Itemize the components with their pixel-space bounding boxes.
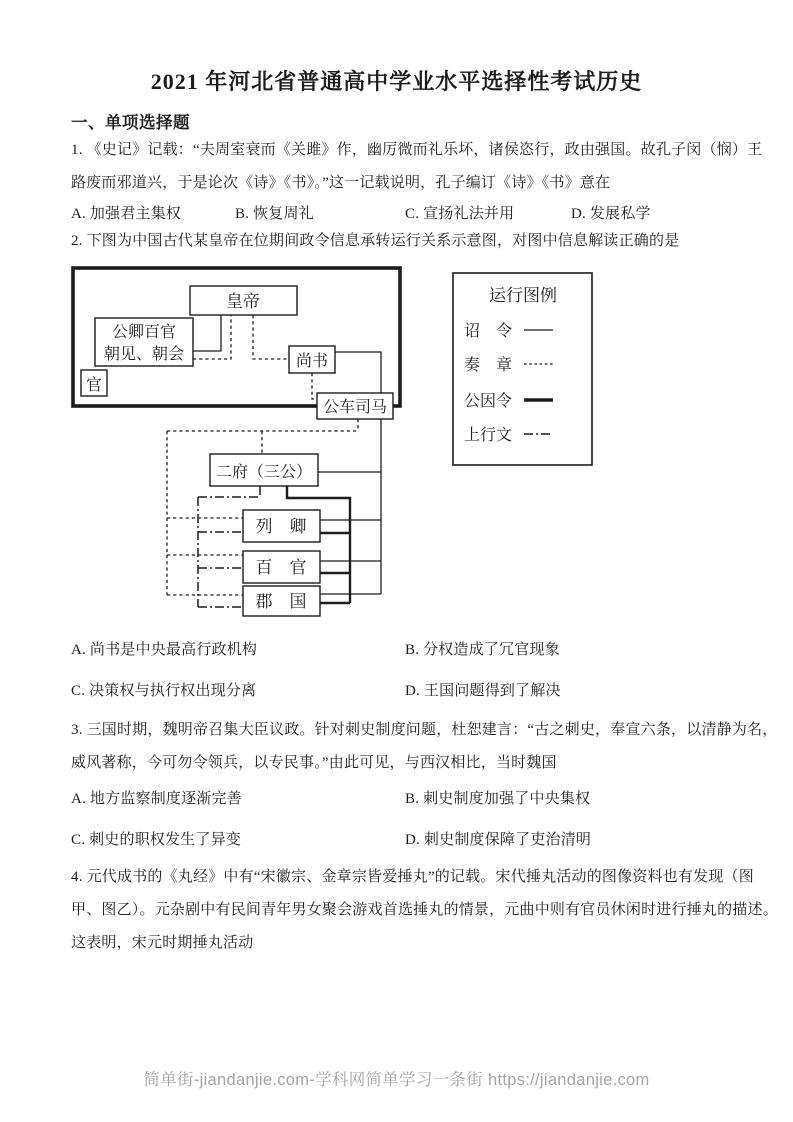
node-erfu-label: 二府（三公） — [215, 464, 313, 481]
option-3d: D. 刺史制度保障了吏治清明 — [405, 832, 592, 848]
option-3b: B. 刺史制度加强了中央集权 — [405, 791, 591, 807]
legend-item-gongyinling: 公因令 — [464, 393, 513, 410]
option-3c: C. 刺史的职权发生了异变 — [71, 832, 242, 848]
question-4-line-3: 这表明，宋元时期捶丸活动 — [71, 935, 254, 951]
question-4-line-2: 甲、图乙）。元杂剧中有民间青年男女聚会游戏首选捶丸的情景，元曲中则有官员休闲时进行捶丸的描述。 — [71, 902, 778, 918]
flow-diagram — [60, 255, 610, 630]
option-3a: A. 地方监察制度逐渐完善 — [71, 791, 242, 807]
option-2a: A. 尚书是中央最高行政机构 — [71, 642, 258, 658]
node-lieqing-label: 列 卿 — [255, 517, 307, 536]
option-1d: D. 发展私学 — [571, 206, 651, 222]
question-3-line-2: 威风著称，今可勿令领兵，以专民事。”由此可见，与西汉相比，当时魏国 — [71, 755, 557, 771]
option-2c: C. 决策权与执行权出现分离 — [71, 683, 257, 699]
footer-watermark: 简单街-jiandanjie.com-学科网简单学习一条街 https://jiandanjie.com — [143, 1071, 650, 1089]
legend-item-zhaoling: 诏 令 — [464, 323, 513, 340]
node-gongche-label: 公车司马 — [322, 399, 388, 416]
legend — [453, 273, 592, 465]
question-1-options — [71, 202, 731, 222]
section-heading: 一、单项选择题 — [71, 113, 190, 132]
page-title: 2021 年河北省普通高中学业水平选择性考试历史 — [150, 69, 643, 94]
node-emperor-label: 皇帝 — [226, 292, 260, 311]
node-labels — [86, 292, 387, 611]
node-guan-label: 官 — [85, 377, 103, 394]
node-junguo-label: 郡 国 — [255, 592, 307, 611]
node-baiguan-label: 百 官 — [255, 558, 307, 577]
question-2-options-row-2 — [71, 679, 731, 699]
option-1a: A. 加强君主集权 — [71, 206, 182, 222]
question-1-line-1: 1. 《史记》记载：“夫周室衰而《关雎》作，幽厉微而礼乐坏，诸侯恣行，政由强国。故孔子闵（悯）王 — [71, 142, 763, 158]
question-3-options-row-1 — [71, 787, 731, 807]
option-1b: B. 恢复周礼 — [235, 206, 314, 222]
legend-item-shangxingwen: 上行文 — [464, 427, 513, 444]
node-gongqing-label-2: 朝见、朝会 — [103, 346, 185, 363]
legend-title: 运行图例 — [489, 286, 557, 305]
option-1c: C. 宣扬礼法并用 — [405, 206, 515, 222]
question-3-options-row-2 — [71, 828, 731, 848]
question-3-line-1: 3. 三国时期，魏明帝召集大臣议政。针对刺史制度问题，杜恕建言：“古之刺史，奉宣六条，以清静为名， — [71, 722, 778, 738]
question-1-line-2: 路废而邪道兴，于是论次《诗》《书》。”这一记载说明，孔子编订《诗》《书》意在 — [71, 175, 611, 191]
question-2-stem: 2. 下图为中国古代某皇帝在位期间政令信息承转运行关系示意图，对图中信息解读正确的是 — [71, 233, 680, 249]
node-shangshu-label: 尚书 — [295, 353, 329, 370]
node-gongqing-label-1: 公卿百官 — [111, 324, 177, 341]
option-2d: D. 王国问题得到了解决 — [405, 683, 561, 699]
legend-item-zouzhang: 奏 章 — [464, 357, 513, 374]
option-2b: B. 分权造成了冗官现象 — [405, 642, 560, 658]
question-2-options-row-1 — [71, 638, 731, 658]
question-4-line-1: 4. 元代成书的《丸经》中有“宋徽宗、金章宗皆爱捶丸”的记载。宋代捶丸活动的图像资料也有发现（图 — [71, 869, 754, 885]
